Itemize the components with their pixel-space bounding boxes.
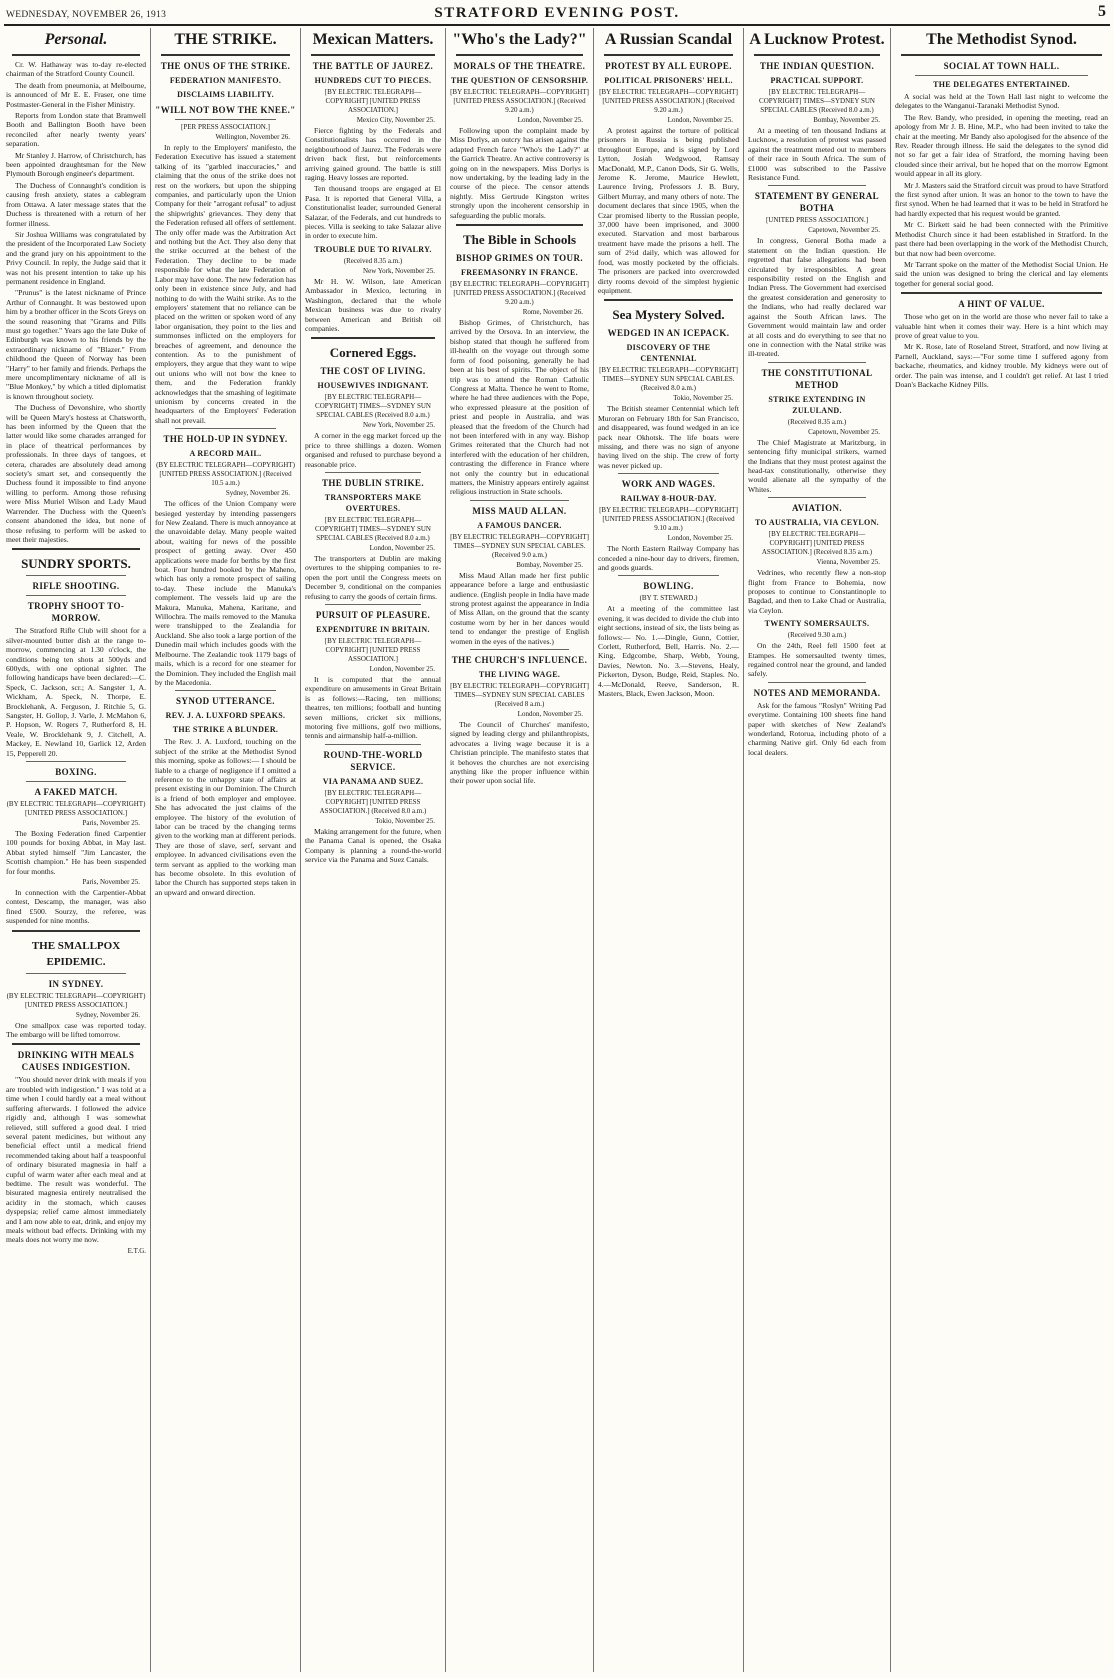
- dateline: London, November 25.: [369, 664, 435, 673]
- subheading: THE CHURCH'S INFLUENCE.: [451, 655, 588, 666]
- subheading: MISS MAUD ALLAN.: [472, 505, 567, 516]
- newspaper-title: STRATFORD EVENING POST.: [434, 5, 680, 21]
- byline: [BY ELECTRIC TELEGRAPH—COPYRIGHT] [UNITED PRESS ASSOCIATION.] (Received 9.20 a.m.): [450, 280, 589, 307]
- received-time: (Received 9.30 a.m.): [787, 631, 847, 640]
- dateline: Rome, November 26.: [522, 308, 583, 317]
- news-item: Reports from London state that Bramwell Booth and Ballington Booth have been reconciled after nearly twenty years' separation.: [6, 111, 146, 149]
- news-item: Those who get on in the world are those who never fail to take a valuable hint when it comes their way. Here is a hint which may prove of great value to you.: [895, 312, 1108, 340]
- news-item: Mr K. Rose, late of Roseland Street, Stratford, and now living at Parnell, Auckland, says:—"For some time I suffered agony from backache, rheumatics, and kidney trouble. My kidneys were out of order. The pain was intense, and I couldn't get relief. At last I tried Doan's Backache Kidney Pills.: [895, 342, 1108, 389]
- divider: [325, 744, 421, 745]
- news-item: Ten thousand troops are engaged at El Pasa. It is reported that General Villa, a Constitutionalist leader, surrounded General Salazar, of the Federals, and cut hundreds to pieces. Villa is seeking to take Salazar alive in order to execute him.: [305, 184, 441, 241]
- subheading: RAILWAY 8-HOUR-DAY.: [620, 494, 717, 504]
- news-item: The Rev. Bandy, who presided, in opening the meeting, read an apology from Mr J. B. Hine, M.P., who had been invited to take the chair at the meeting. Mr Bandy also apologised for the absence of the Rev. Reader through illness. He said the delegates to the synod did not so far get a fair idea of Stratford, the morning having been clouded since their arrival, but he hoped that on the morrow Egmont would appear in all its glory.: [895, 112, 1108, 179]
- signature: E.T.G.: [127, 1246, 146, 1255]
- subheading: NOTES AND MEMORANDA.: [753, 687, 881, 698]
- subheading: STRIKE EXTENDING IN ZULULAND.: [768, 394, 866, 415]
- divider: [325, 472, 421, 473]
- subheading: STATEMENT BY GENERAL BOTHA: [754, 191, 880, 214]
- column-lucknow-protest: [748, 28, 886, 1674]
- byline: [BY ELECTRIC TELEGRAPH—COPYRIGHT] TIMES—SYDNEY SUN SPECIAL CABLES. (Received 8.0 a.m.): [599, 366, 738, 393]
- news-item: One smallpox case was reported today. The embargo will be lifted tomorrow.: [6, 1020, 146, 1040]
- news-item: It is computed that the annual expenditure on amusements in Great Britain is as follows:—Racing, ten millions; theatres, ten millions; football and hunting seven millions, cricket six millions, motoring five millions, golf two millions, tennis and airmanship half-a-million.: [305, 674, 441, 741]
- subheading: BISHOP GRIMES ON TOUR.: [456, 253, 583, 264]
- news-item: The Duchess of Devonshire, who shortly will be Queen Mary's hostess at Chatsworth, has been informed by the Queen that the latter would like some charades arranged for in place of theatrical performances by professionals. In three days of tangoes, et cetera, charades are absolutely dead among society's smart set, and consequently the Duchess found it impossible to find anyone willing to perform. Among those refusing were Miss Muriel Wilson and Lady Maud Warrender. The Duchess with the Queen's consent abandoned the idea, but none of those refusing to perform will be asked to meet their majesties.: [6, 403, 146, 544]
- news-item: Mr Stanley J. Harrow, of Christchurch, has been appointed draughtsman for the New Plymouth Borough engineer's department.: [6, 150, 146, 179]
- page-number: 5: [1098, 3, 1106, 20]
- news-item: Ask for the famous "Roslyn" Writing Pad everytime. Containing 100 sheets fine hand paper with sketches of New Zealand's wonderland, Rotorua, including photo of a charming Native girl. Only 6d each from local dealers.: [748, 700, 886, 757]
- divider: [768, 185, 866, 186]
- news-item: The British steamer Centennial which left Muroran on February 18th for San Francisco, and disappeared, was found wedged in an ice pack near Okhotsk. The life boats were missing, and there was no sign of anyone having lived on the ship. The crew of forty was never picked up.: [598, 404, 739, 470]
- subheading: POLITICAL PRISONERS' HELL.: [604, 76, 733, 85]
- dateline: Tokio, November 25.: [673, 394, 733, 403]
- divider: [12, 1043, 140, 1045]
- byline: [BY ELECTRIC TELEGRAPH—COPYRIGHT] [UNITED PRESS ASSOCIATION.]: [324, 636, 422, 663]
- subheading: THE STRIKE A BLUNDER.: [172, 725, 279, 735]
- news-item: Sir Joshua Williams was congratulated by the president of the Incorporated Law Society and the grand jury on his appointment to the Privy Council. In reply, the Judge said that it was not his present intention to take up his permanent residence in England.: [6, 229, 146, 286]
- dateline: Capetown, November 25.: [808, 226, 880, 235]
- news-item: The Rev. J. A. Luxford, touching on the subject of the strike at the Methodist Synod this morning, spoke as follows:— I should be liable to a charge of negligence if I omitted a reference to the unhappy state of affairs at present existing in our Dominion. The Church is a friend of both employer and employee. She has advocated the just claims of the employee. The history of the evolution of labor can be traced by the changing terms given to the working man at different periods. They are those of slave, serf, servant and employee. In advanced civilisations even the term servant as applied to the working man has become obsolete. In this evolution of labor the Church has supported steps taken in an upward and onward direction.: [155, 737, 296, 897]
- divider: [604, 299, 733, 301]
- subheading: A FAMOUS DANCER.: [477, 520, 562, 530]
- subheading: THE COST OF LIVING.: [320, 366, 426, 377]
- divider: [768, 497, 866, 498]
- column-rule: [150, 28, 151, 1672]
- subheading: DRINKING WITH MEALS CAUSES INDIGESTION.: [17, 1050, 135, 1073]
- subheading: ROUND-THE-WORLD SERVICE.: [323, 749, 423, 772]
- column-heading: Personal.: [44, 31, 108, 48]
- section-heading: THE SMALLPOX EPIDEMIC.: [31, 939, 121, 968]
- subheading: MORALS OF THE THEATRE.: [453, 61, 586, 71]
- news-item: "Prunus" is the latest nickname of Prince Arthur of Connaught. It was bestowed upon him by a brother officer in the Scots Greys on the sound reasoning that "Grams and Pills must go together." Years ago the late Duke of Edinburgh was known to his friends by the extraordinary nickname of "Blazer." From childhood the Queen of Norway has been "Harry" to her family and friends. Perhaps the mere uncomplimentary nickname of all is "Blue Monkey," by which a titled diplomatist is known throughout society.: [6, 288, 146, 401]
- news-item: In congress, General Botha made a statement on the Indian question. He regretted that false allegations had been circulated by irresponsibles. A great responsibility rested on the English and Indian Press. The Government had exercised the greatest consideration and generosity to the Indians, who had really declared war against the South African laws. The Government would maintain law and order at all costs and do everything to see that no one in connection with the Natal strike was ill-treated.: [748, 236, 886, 359]
- divider: [901, 54, 1102, 56]
- subheading: THE INDIAN QUESTION.: [759, 61, 875, 71]
- subheading: AVIATION.: [791, 503, 843, 514]
- dateline: Paris, November 25.: [82, 878, 140, 887]
- divider: [618, 473, 719, 474]
- subheading: BOWLING.: [643, 581, 694, 592]
- divider: [26, 761, 126, 762]
- subheading: REV. J. A. LUXFORD SPEAKS.: [165, 711, 286, 721]
- news-item: Mr Tarrant spoke on the matter of the Methodist Social Union. He said the union was designed to bring the clerical and lay elements together for general social good.: [895, 259, 1108, 288]
- subheading: THE HOLD-UP IN SYDNEY.: [163, 434, 288, 445]
- news-item: Following upon the complaint made by Miss Dorlys, an outcry has arisen against the adapted French farce "Who's the Lady?" at the Garrick Theatre. An active controversy is going on in the newspapers. Miss Dorlys is now undertaking, by the leading lady in the course of the piece. The censor attends nightly. Miss Gertrude Kingston writes strongly upon the incoherent censorship in safeguarding the public morals.: [450, 126, 589, 220]
- column-personal: [6, 28, 146, 1674]
- masthead-rule: [4, 24, 1110, 26]
- news-item: In connection with the Carpentier-Abbat contest, Descamp, the manager, was also fined £500. Sourzy, the referee, was suspended for nine months.: [6, 888, 146, 926]
- divider: [12, 548, 140, 550]
- divider: [175, 119, 276, 120]
- divider: [754, 54, 880, 56]
- byline: (BY ELECTRIC TELEGRAPH—COPYRIGHT) [UNITED PRESS ASSOCIATION.] (Received 10.5 a.m.): [156, 461, 295, 488]
- subheading: FEDERATION MANIFESTO.: [169, 76, 282, 85]
- subheading: VIA PANAMA AND SUEZ.: [322, 776, 424, 786]
- news-item: The Council of Churches' manifesto, signed by leading clergy and philanthropists, advocates a living wage because it is a Christian principle. The manifesto states that it behoves the churches are not exercising anything like the proper influence within their power upon social life.: [450, 720, 589, 786]
- dateline: London, November 25.: [667, 116, 733, 124]
- section-heading: The Bible in Schools: [462, 232, 577, 248]
- dateline: Sydney, November 26.: [75, 1010, 140, 1019]
- column-heading: The Methodist Synod.: [926, 31, 1077, 48]
- news-item: Fierce fighting by the Federals and Constitutionalists has occurred in the neighbourhood of Jaurez. The Federals were driven back first, but reinforcements arriving gained ground. The battle is still raging. Heavy losses are reported.: [305, 126, 441, 183]
- column-whos-the-lady: [450, 28, 589, 1674]
- news-item: Miss Maud Allan made her first public appearance before a large and enthusiastic audience. (English people in India have made strong protest against the appearance in India of Miss Allan, on the ground that the scanty costume worn by her in her dances would tend to endanger the prestige of English women in the eyes of the natives.): [450, 570, 589, 646]
- byline: [BY ELECTRIC TELEGRAPH—COPYRIGHT] TIMES—SYDNEY SUN SPECIAL CABLES. (Received 9.0 a.m.): [450, 532, 589, 559]
- subheading: PRACTICAL SUPPORT.: [770, 76, 864, 85]
- divider: [311, 337, 435, 339]
- subheading: HUNDREDS CUT TO PIECES.: [314, 76, 432, 85]
- divider: [26, 781, 126, 782]
- divider: [325, 604, 421, 605]
- dateline: London, November 25.: [517, 710, 583, 719]
- divider: [311, 54, 435, 56]
- received-time: (Received 8.35 a.m.): [343, 256, 403, 265]
- subheading: "WILL NOT BOW THE KNEE.": [155, 105, 296, 115]
- news-item: In reply to the Employers' manifesto, the Federation Executive has issued a statement talking of its "garbled inaccuracies," and claiming that the onus of the strike does not rest on the workers, but upon the shipping companies, and particularly upon the Union Company for their "arrogant refusal" to adjust the shipwrights' grievances. They deny that the Federation refused all offers of settlement. The only offer made was the Arbitration Act and nothing but the Act. They also deny that the strike occurred at the behest of the Federation. They decline to be made responsible for what the late Federation of Labor may have done. The new federation has only been in existence since July, and had nothing to do with the Waihi strike. As to the employers' statement that no reliance can be placed on the written or spoken word of any labor organisation, they point to the lies and summonses inflicted on the employers for breaches of agreement, and denounce the contention. As to the punishment of employers, they argue that they want to wipe out unions who will not bow the knee to them, and the Federation frankly acknowledges that the smashing of legitimate unionism by concerns created in the headquarters of the Employers' Federation shall not prevail.: [155, 143, 296, 425]
- subheading: RIFLE SHOOTING.: [32, 581, 120, 592]
- subheading: THE BATTLE OF JAUREZ.: [312, 61, 434, 71]
- section-heading: Sea Mystery Solved.: [612, 307, 725, 323]
- divider: [12, 54, 140, 56]
- dateline: Mexico City, November 25.: [356, 116, 435, 124]
- column-russian-scandal: [598, 28, 739, 1674]
- subheading: SYNOD UTTERANCE.: [176, 696, 275, 707]
- byline: [BY ELECTRIC TELEGRAPH—COPYRIGHT] TIMES—SYDNEY SUN SPECIAL CABLES (Received 8.0 a.m.): [759, 88, 875, 114]
- news-item: Making arrangement for the future, when the Panama Canal is opened, the Osaka Company is planning a round-the-world service via the Panama and Suez Canals.: [305, 826, 441, 865]
- column-rule: [300, 28, 301, 1672]
- subheading: FREEMASONRY IN FRANCE.: [461, 268, 578, 278]
- subheading: A FAKED MATCH.: [34, 787, 118, 797]
- subheading: THE ONUS OF THE STRIKE.: [160, 61, 291, 71]
- dateline: New York, November 25.: [363, 421, 435, 430]
- section-heading: SUNDRY SPORTS.: [21, 556, 131, 572]
- dateline: New York, November 25.: [363, 266, 435, 275]
- news-item: The Stratford Rifle Club will shoot for a silver-mounted butter dish at the range to-morrow, commencing at 1.30 o'clock, the conditions being ten shots at 500yds and 600yds, with one optional sighter. The following handicaps have been declared:—C. Speck, C. Jackson, scr.; A. Sangster 1, A. Wickham, A. Speck, N. Thorpe, E. Brocklehank, A. Ferguson, J. Ritchie 5, G. Sangster, H. Gollop, J. Varle, J. McMahon 6, P. Hopson, W. Rogers 7, Rutherford 8, H. Veale, W. Brocklehank 9, J. Citchell, A. Mackey, E. Newland 10, Garlick 12, Arden 15, Pepperell 20.: [6, 626, 146, 758]
- news-item: The offices of the Union Company were besieged yesterday by intending passengers for New Zealand. There is much annoyance at the unavoidable delay. Many people waited about, waiting for news of the possible prospect of getting away. Over 450 applications were made for berths by the first boat. Four hundred booked by the Maheno, which has only a remote prospect of sailing to-day. These include the Manuka's complement. The vessels laid up are the Makura, Manuka, Mahena, Karitane, and Willochra. The mails removed to the Manuka were transhipped to the Zealandia for Auckland. She also took a large portion of the Dunedin mail which includes goods with the Melbourne. The Zealandic took 1179 bags of mails, which is a record for one steamer for the Dominion. They included the English mail by the Macedonia.: [155, 499, 296, 687]
- news-item: The Duchess of Connaught's condition is causing fresh anxiety, states a cablegram from Ottawa. A later message states that the Duchess is threatened with a return of her former illness.: [6, 180, 146, 228]
- subheading: THE LIVING WAGE.: [478, 670, 561, 680]
- byline: [BY ELECTRIC TELEGRAPH—COPYRIGHT] [UNITED PRESS ASSOCIATION.] (Received 9.20 a.m.): [450, 88, 589, 114]
- dateline: Paris, November 25.: [82, 819, 140, 827]
- byline: [UNITED PRESS ASSOCIATION.]: [765, 216, 869, 225]
- divider: [618, 575, 719, 576]
- dateline: Wellington, November 26.: [215, 133, 290, 141]
- news-item: "You should never drink with meals if you are troubled with indigestion." I was told at a time when I could hardly eat a meal without suffering afterwards. I followed the advice rigidly and, although I was somewhat relieved, still suffered a good deal. I tried several patent medicines, but without any beneficial effect until a medical friend recommended taking about half a teaspoonful of ordinary bisurated magnesia in half a cupful of warm water after each meal and at bedtime. The result was wonderful. The bisurated magnesia entirely neutralised the acidity in the stomach, which causes dyspepsia; relief came almost immediately and I am now able to eat, drink, and enjoy my meals without bad effects. Drinking with my meals does not worry me now.: [6, 1075, 146, 1245]
- news-item: The Chief Magistrate at Maritzburg, in sentencing fifty municipal strikers, warned the Indians that they must protest against the head-tax constitutionally, otherwise they would alienate all the sympathy of the Whites.: [748, 437, 886, 494]
- divider: [915, 75, 1088, 76]
- subheading: TWENTY SOMERSAULTS.: [764, 619, 870, 629]
- column-strike: [155, 28, 296, 1674]
- masthead: [6, 2, 1108, 24]
- column-heading: Mexican Matters.: [312, 31, 434, 48]
- news-item: Mr C. Birkett said he had been connected with the Primitive Methodist Church since it had been established in Stratford. In the past there had been overlapping in the work of the Methodist Church, but that now had been overcome.: [895, 220, 1108, 258]
- byline: [BY ELECTRIC TELEGRAPH—COPYRIGHT] [UNITED PRESS ASSOCIATION.] (Received 9.10 a.m.): [599, 506, 738, 533]
- byline: (BY T. STEWARD.): [639, 594, 698, 603]
- news-item: The transporters at Dublin are making overtures to the shipping companies to re-open the port until the Congress meets on December 9, conditional on the companies refusing to carry the goods of certain firms.: [305, 553, 441, 601]
- byline: [PER PRESS ASSOCIATION.]: [181, 123, 270, 131]
- divider: [12, 930, 140, 932]
- byline: [BY ELECTRIC TELEGRAPH—COPYRIGHT] TIMES—SYDNEY SUN SPECIAL CABLES (Received 8 a.m.): [450, 682, 589, 709]
- subheading: A HINT OF VALUE.: [958, 299, 1045, 310]
- byline: [BY ELECTRIC TELEGRAPH—COPYRIGHT] TIMES—SYDNEY SUN SPECIAL CABLES (Received 8.0 a.m.): [315, 393, 431, 420]
- divider: [161, 54, 290, 56]
- subheading: TROUBLE DUE TO RIVALRY.: [314, 244, 432, 254]
- dateline: London, November 25.: [517, 116, 583, 124]
- column-heading: "Who's the Lady?": [452, 31, 587, 48]
- subheading: TRANSPORTERS MAKE OVERTURES.: [324, 492, 422, 513]
- subheading: IN SYDNEY.: [48, 978, 104, 989]
- news-item: Mr H. W. Wilson, late American Ambassador in Mexico, lecturing in Washington, declared that the whole Mexican business was due to rivalry between American and British oil companies.: [305, 276, 441, 333]
- byline: [BY ELECTRIC TELEGRAPH—COPYRIGHT] [UNITED PRESS ASSOCIATION.] (Received 8.0 a.m.): [319, 788, 427, 815]
- column-rule: [743, 28, 744, 1672]
- column-mexican: [305, 28, 441, 1674]
- byline: (BY ELECTRIC TELEGRAPH—COPYRIGHT) [UNITED PRESS ASSOCIATION.]: [6, 800, 146, 817]
- byline: (BY ELECTRIC TELEGRAPH—COPYRIGHT) [UNITED PRESS ASSOCIATION.]: [6, 991, 146, 1009]
- divider: [26, 973, 126, 974]
- divider: [470, 500, 569, 501]
- subheading: TROPHY SHOOT TO-MORROW.: [27, 601, 125, 624]
- divider: [901, 292, 1102, 294]
- received-time: (Received 8.35 a.m.): [787, 417, 847, 426]
- news-item: Bishop Grimes, of Christchurch, has arrived by the Orsova. In an interview, the bishop stated that though he suffered from ill-health on the voyage out through some form of food poisoning, generally he had been at his best of spirits. The object of his trip was to attend the Roman Catholic Congress at Malta. Thence he went to Rome, where he had three audiences with the Pope, who expressed pleasure at the position of priest and people in Australia, and was pleased that the freedom of the Church had not been interfered with in any way. Bishop Grimes reiterated that the Church had not interfered with the education of her children, contrasting the difference in France where not only the country but in educational matters, the Ministry appears entirely against religious instruction in State schools.: [450, 318, 589, 497]
- divider: [768, 362, 866, 363]
- news-item: On the 24th, Reel fell 1500 feet at Etampes. He somersaulted twenty times, regained control near the ground, and landed safely.: [748, 641, 886, 679]
- news-item: The North Eastern Railway Company has conceded a nine-hour day to drivers, firemen, and goods guards.: [598, 544, 739, 572]
- news-item: The Boxing Federation fined Carpentier 100 pounds for boxing Abbat, in May last. Abbat styled himself "Jim Lancaster, the Scottish champion." He has been suspended for four months.: [6, 829, 146, 876]
- news-item: The death from pneumonia, at Melbourne, is announced of Mr E. E. Fraser, one time Postmaster-General in the Fisher Ministry.: [6, 80, 146, 109]
- column-methodist-synod: [895, 28, 1108, 1674]
- divider: [175, 690, 276, 691]
- subheading: THE QUESTION OF CENSORSHIP.: [450, 76, 589, 85]
- dateline: Tokio, November 25.: [375, 816, 435, 825]
- subheading: THE DUBLIN STRIKE.: [322, 477, 424, 488]
- subheading: SOCIAL AT TOWN HALL.: [943, 61, 1060, 71]
- news-item: Mr J. Masters said the Stratford circuit was proud to have Stratford the first synod after union. It was an honor to the town to have the first synod. When he had learned that it was to be held in Stratford he had hardly expected that his request would be granted.: [895, 180, 1108, 218]
- divider: [470, 649, 569, 650]
- subheading: PROTEST BY ALL EUROPE.: [605, 61, 732, 71]
- news-item: A corner in the egg market forced up the price to three shillings a dozen. Women organised and refused to purchase beyond a reasonable price.: [305, 431, 441, 469]
- dateline: Sydney, November 26.: [225, 489, 290, 498]
- byline: [BY ELECTRIC TELEGRAPH—COPYRIGHT] [UNITED PRESS ASSOCIATION.]: [324, 88, 422, 114]
- divider: [768, 682, 866, 683]
- column-rule: [593, 28, 594, 1672]
- divider: [604, 54, 733, 56]
- column-rule: [445, 28, 446, 1672]
- news-item: Cr. W. Hathaway was to-day re-elected chairman of the Stratford County Council.: [6, 60, 146, 79]
- dateline: Capetown, November 25.: [808, 427, 880, 436]
- divider: [175, 428, 276, 429]
- subheading: DISCOVERY OF THE CENTENNIAL: [626, 343, 711, 364]
- divider: [26, 595, 126, 596]
- news-item: At a meeting of the committee last evening, it was decided to divide the club into eight sections, instead of six, the lists being as follows:— No. 1.—Dingle, Gunn, Cottier, Corlett, Rutherford, Bell, Harris. No. 2.—King, Edgcombe, Sharp, Webb, Young, Davies, Newton. No. 3.—Stevens, Healy, Pickerton, Dyson, Budge, Reid, Staples. No. 4.—McDonald, Reeve, Sanderson, R. Masters, Black, Ewen Jackson, Moon.: [598, 604, 739, 699]
- dateline: London, November 25.: [369, 543, 435, 552]
- byline: [BY ELECTRIC TELEGRAPH—COPYRIGHT] TIMES—SYDNEY SUN SPECIAL CABLES (Received 8.0 a.m.): [315, 515, 431, 542]
- divider: [456, 54, 583, 56]
- byline: [BY ELECTRIC TELEGRAPH—COPYRIGHT] [UNITED PRESS ASSOCIATION.] (Received 8.35 a.m.): [761, 530, 873, 557]
- column-heading: A Russian Scandal: [604, 31, 733, 48]
- subheading: THE CONSTITUTIONAL METHOD: [761, 367, 873, 390]
- news-item: At a meeting of ten thousand Indians at Lucknow, a resolution of protest was passed against the treatment meted out to members of their race in South Africa. The sum of £1000 was subscribed to the Passive Resistance Fund.: [748, 126, 886, 183]
- subheading: WEDGED IN AN ICEPACK.: [607, 328, 730, 339]
- issue-date: WEDNESDAY, NOVEMBER 26, 1913: [6, 10, 167, 20]
- subheading: TO AUSTRALIA, VIA CEYLON.: [755, 518, 879, 528]
- byline: [BY ELECTRIC TELEGRAPH—COPYRIGHT] [UNITED PRESS ASSOCIATION.] (Received 9.20 a.m.): [599, 88, 738, 114]
- news-item: A social was held at the Town Hall last night to welcome the delegates to the Wanganui-Taranaki Methodist Synod.: [895, 92, 1108, 111]
- news-item: Vedrines, who recently flew a non-stop flight from France to Bohemia, now proposes to continue to Constantinople to Bagdad, and then to Lake Chad or Australia, via Ceylon.: [748, 568, 886, 615]
- dateline: Bombay, November 25.: [813, 116, 880, 124]
- subheading: HOUSEWIVES INDIGNANT.: [317, 381, 429, 391]
- subheading: EXPENDITURE IN BRITAIN.: [316, 624, 430, 634]
- dateline: Vienna, November 25.: [816, 558, 880, 567]
- news-item: A protest against the torture of political prisoners in Russia is being published throughout Europe, and is signed by Lord Lytton, Josiah Wedgwood, Ramsay MacDonald, M.P., Canon Dods, Sir G. Wells, Jerome K. Jerome, Maurice Hewlett, Laurence Irving, Professors J. B. Bury, Gilbert Murray, and many others of note. The document declares that since 1905, when the Czar promised liberty to the Russian people, 37,000 have been imprisoned, and 3000 executed. Starvation and most barbarous treatment have made the prisons a hell. The sum of 2½d daily, which was allowed for food, was mostly pocketed by the officials. The prisoners are packed into overcrowded dirty rooms devoid of the simplest hygienic equipment.: [598, 126, 739, 295]
- column-heading: A Lucknow Protest.: [749, 31, 885, 48]
- dateline: London, November 25.: [667, 534, 733, 543]
- subheading: THE DELEGATES ENTERTAINED.: [933, 80, 1070, 89]
- subheading: A RECORD MAIL.: [189, 449, 262, 459]
- section-heading: Cornered Eggs.: [329, 345, 417, 361]
- column-heading: THE STRIKE.: [174, 31, 277, 48]
- subheading: DISCLAIMS LIABILITY.: [177, 90, 274, 99]
- dateline: Bombay, November 25.: [516, 560, 583, 569]
- subheading: BOXING.: [55, 767, 97, 777]
- divider: [456, 224, 583, 226]
- divider: [26, 575, 126, 576]
- subheading: PURSUIT OF PLEASURE.: [315, 609, 431, 620]
- subheading: WORK AND WAGES.: [621, 479, 716, 490]
- column-rule: [890, 28, 891, 1672]
